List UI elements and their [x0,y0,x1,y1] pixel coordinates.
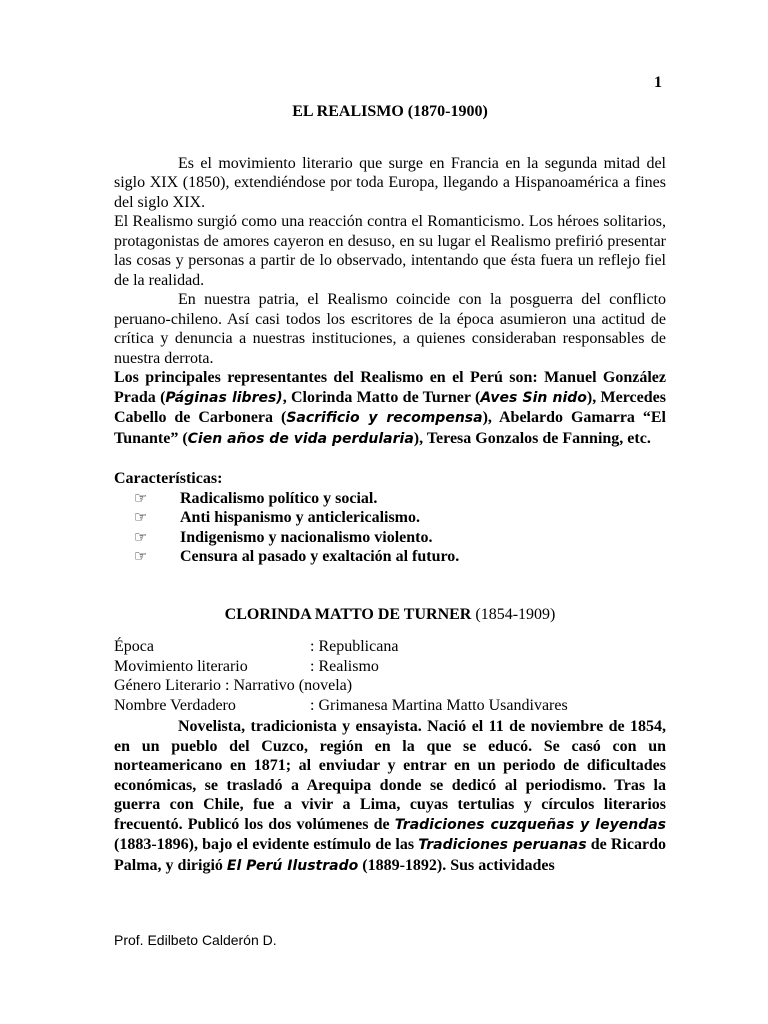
bio-text-2: (1883-1896), bajo el evidente estímulo de las [114,836,419,853]
list-item [134,508,666,528]
list-item [134,489,666,509]
representatives-paragraph [114,368,666,449]
features-list [114,489,666,567]
info-value: : Realismo [310,657,379,675]
info-row-epoca [114,637,666,657]
work-aves-sin-nido: Aves Sin nido [480,389,587,406]
info-row-nombre [114,696,666,716]
bio-text-1: Novelista, tradicionista y ensayista. Nació el 11 de noviembre de 1854, en un pueblo del Cuzco, región en la que se educó. Se casó con un norteamericano en 1871; al enviudar y entrar en un periodo de dificultades económicas, se trasladó a Arequipa donde se dedicó al periodismo. Tras la guerra con Chile, fue a vivir a Lima, cuyas tertulias y círculos literarios frecuentó. Publicó los dos volúmenes de [114,718,666,833]
list-item [134,547,666,567]
info-genero-text: Género Literario : Narrativo (novela) [114,677,353,694]
representatives-tail: ), Teresa Gonzalos de Fanning, etc. [413,429,651,447]
pointing-hand-icon: ☞ [134,508,148,526]
page-footer: Prof. Edilbeto Calderón D. [114,932,277,948]
biography-paragraph [114,717,666,876]
author-years: (1854-1909) [475,605,556,623]
work-el-peru-ilustrado: El Perú Ilustrado [226,857,359,874]
list-item-text: Indigenismo y nacionalismo violento. [180,528,433,546]
representatives-sep-1: , Clorinda Matto de Turner ( [282,388,481,406]
list-item [134,528,666,548]
info-row-movimiento [114,657,666,677]
bio-text-3: de Ricardo Palma, y dirigió [114,836,667,874]
intro-paragraph-1: Es el movimiento literario que surge en Francia en la segunda mitad del siglo XIX (1850), extendiéndose por toda Europa, llegando a Hispanoamérica a fines del siglo XIX. [114,154,666,211]
pointing-hand-icon: ☞ [134,527,148,546]
info-label: Época [114,638,154,655]
document-body [114,102,666,876]
info-row-genero [114,676,666,696]
info-label: Movimiento literario [114,657,248,675]
work-tradiciones-cuzquenas: Tradiciones cuzqueñas y leyendas [394,816,666,833]
list-item-text: Censura al pasado y exaltación al futuro. [180,548,460,565]
intro-paragraph-3: En nuestra patria, el Realismo coincide con la posguerra del conflicto peruano-chileno. Así casi todos los escritores de la época asumieron una actitud de crítica y denuncia a nuestras instituciones, a quienes consideraban responsables de nuestra derrota. [114,291,666,367]
pointing-hand-icon: ☞ [134,488,148,507]
bio-text-4: (1889-1892). Sus actividades [358,856,555,874]
section-heading-clorinda [114,605,666,625]
representatives-sep-2: ), Mercedes Cabello de Carbonera ( [114,388,666,426]
features-heading: Características: [114,470,223,487]
info-value: : Republicana [310,638,399,655]
representatives-sep-3: ), Abelardo Gamarra “El Tunante” ( [114,409,667,447]
list-item-text: Anti hispanismo y anticlericalismo. [180,509,421,526]
author-name: CLORINDA MATTO DE TURNER [224,605,472,623]
list-item-text: Radicalismo político y social. [180,489,378,507]
pointing-hand-icon: ☞ [134,547,148,565]
page-title: EL REALISMO (1870-1900) [292,103,488,120]
work-sacrificio-y-recompensa: Sacrificio y recompensa [286,410,483,426]
work-paginas-libres: Páginas libres) [165,389,283,406]
work-cien-anos: Cien años de vida perdularia [187,430,414,447]
info-value: : Grimanesa Martina Matto Usandivares [310,696,568,714]
representatives-lead: Los principales representantes del Realismo en el Perú son: Manuel González Prada ( [114,369,666,406]
work-tradiciones-peruanas: Tradiciones peruanas [418,837,587,853]
page-number: 1 [654,74,662,91]
info-label: Nombre Verdadero [114,696,236,714]
intro-paragraph-2: El Realismo surgió como una reacción contra el Romanticismo. Los héroes solitarios, protagonistas de amores cayeron en desuso, en su lugar el Realismo prefirió presentar las cosas y personas a partir de lo observado, intentando que ésta fuera un reflejo fiel de la realidad. [114,213,666,289]
